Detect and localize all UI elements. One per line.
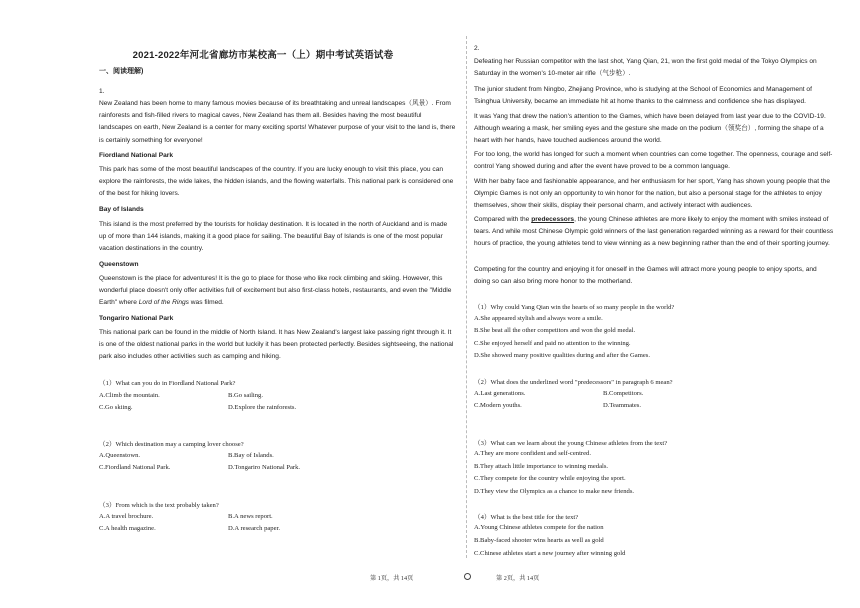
- binding-hole-icon: [464, 573, 471, 580]
- question-2-4: （4）What is the best title for the text?: [474, 514, 579, 521]
- text-queenstown: [99, 273, 456, 310]
- paragraph-1: Defeating her Russian competitor with the last shot, Yang Qian, 21, won the first gold medal of the Tokyo Olympics on Saturday in the women's 10-meter air rifle（气步枪）.: [474, 58, 817, 78]
- option-1-1-c: C.Go skiing.: [99, 404, 133, 411]
- option-2-1-b: B.She beat all the other competitors and won the gold medal.: [474, 327, 636, 334]
- text-tongariro: This national park can be found in the middle of North Island. It has New Zealand's largest lake passing right through it. It is one of the oldest national parks in the world but luckily it has been protected perfectly. Besides sightseeing, the national park also includes other activities such as camping and hiking.: [99, 329, 454, 361]
- underlined-word: predecessors: [531, 216, 575, 223]
- paragraph-4: For too long, the world has longed for such a moment when countries can come together. The openness, courage and self-control Yang showed during and after the event have proved to be a common language.: [474, 151, 833, 171]
- option-2-2-a: A.Last generations.: [474, 390, 526, 397]
- question-1-1: （1）What can you do in Fiordland National Park?: [99, 380, 236, 387]
- option-2-4-b: B.Baby-faced shooter wins hearts as well as gold: [474, 537, 604, 544]
- question-2-2: （2）What does the underlined word "predecessors" in paragraph 6 mean?: [474, 379, 673, 386]
- option-1-3-a: A.A travel brochure.: [99, 513, 154, 520]
- option-2-3-c: C.They compete for the country while enjoying the sport.: [474, 475, 626, 482]
- option-1-2-d: D.Tongariro National Park.: [228, 464, 301, 471]
- heading-queenstown: Queenstown: [99, 261, 139, 268]
- question-1-2: （2）Which destination may a camping lover choose?: [99, 441, 244, 448]
- passage-number: 1.: [99, 88, 105, 95]
- movie-title: Lord of the Rings: [138, 299, 189, 307]
- paragraph-5: With her baby face and fashionable appearance, and her enthusiasm for her sport, Yang has shown young people that the Olympic Games is not only an opportunity to win honor for the nation, but also a personal stage for the athletes to enjoy themselves, show their skills, display their personal charm, and actively interact with audiences.: [474, 178, 831, 210]
- page-footer-right: 第 2页，共 14页: [496, 575, 540, 582]
- heading-tongariro: Tongariro National Park: [99, 315, 174, 322]
- paragraph-2: The junior student from Ningbo, Zhejiang Province, who is studying at the School of Economics and Management of Tsinghua University, became an immediate hit at home thanks to the calmness and confidence she has displayed.: [474, 86, 812, 106]
- section-heading: 一、阅读理解): [99, 68, 144, 75]
- paragraph-3: It was Yang that drew the nation's attention to the Games, which have been delayed from last year due to the COVID-19. Although wearing a mask, her smiling eyes and the gesture she made on the podium（领奖台）, forming the shape of a heart with her hands, have touched audiences around the world.: [474, 113, 826, 145]
- option-2-2-b: B.Competitors.: [603, 390, 644, 397]
- question-2-3: （3）What can we learn about the young Chinese athletes from the text?: [474, 440, 668, 447]
- text-bay-of-islands: This island is the most preferred by the tourists for holiday destination. It is located in the north of Auckland and is made up of more than 144 islands, making it a good place for sailing. The beautiful Bay of Islands is one of the most popular vacation destinations in the country.: [99, 221, 448, 253]
- option-2-2-d: D.Teammates.: [603, 402, 641, 409]
- option-1-2-c: C.Fiordland National Park.: [99, 464, 171, 471]
- column-divider: [466, 36, 467, 558]
- option-2-4-a: A.Young Chinese athletes compete for the nation: [474, 524, 604, 531]
- option-1-1-d: D.Explore the rainforests.: [228, 404, 297, 411]
- paragraph-7: Competing for the country and enjoying it for oneself in the Games will attract more young people to enjoy sports, and doing so can also bring more honor to the motherland.: [474, 266, 817, 286]
- option-2-3-b: B.They attach little importance to winning medals.: [474, 463, 609, 470]
- option-1-2-a: A.Queenstown.: [99, 452, 141, 459]
- paragraph-6: [474, 214, 834, 251]
- option-2-1-a: A.She appeared stylish and always wore a smile.: [474, 315, 603, 322]
- option-2-4-c: C.Chinese athletes start a new journey after winning gold: [474, 550, 626, 557]
- option-2-3-a: A.They are more confident and self-centred.: [474, 450, 591, 457]
- passage-intro: New Zealand has been home to many famous movies because of its breathtaking and unreal landscapes（风景）. From rainforests and fish-filled rivers to magical caves, New Zealand has them all. Besides having the most beautiful landscapes on earth, New Zealand is a center for many exciting sports! Whatever purpose of your visit to the land is, there is certainly something for everyone!: [99, 100, 456, 144]
- question-2-1: （1）Why could Yang Qian win the hearts of so many people in the world?: [474, 304, 675, 311]
- paragraph-6-b: , the young Chinese athletes are more likely to enjoy the moment with smiles instead of tears. And while most Chinese Olympic gold winners of the last generation regarded winning as a reward for their countless hours of practice, the young athletes tend to view winning as a new beginning rather than the end of their sporting journey.: [474, 216, 834, 248]
- queenstown-text-b: was filmed.: [188, 299, 224, 307]
- exam-title: 2021-2022年河北省廊坊市某校高一（上）期中考试英语试卷: [132, 50, 394, 61]
- heading-fiordland: Fiordland National Park: [99, 152, 174, 159]
- paragraph-6-a: Compared with the: [474, 216, 532, 223]
- option-1-3-b: B.A news report.: [228, 513, 273, 520]
- option-2-3-d: D.They view the Olympics as a chance to make new friends.: [474, 488, 635, 495]
- text-fiordland: This park has some of the most beautiful landscapes of the country. If you are lucky enough to visit this place, you can explore the rainforests, the wide lakes, the hidden islands, and the flowing waterfalls. This national park is considered one of the best for hiking lovers.: [99, 166, 454, 198]
- option-1-1-a: A.Climb the mountain.: [99, 392, 160, 399]
- option-1-3-d: D.A research paper.: [228, 525, 280, 532]
- option-1-1-b: B.Go sailing.: [228, 392, 263, 399]
- page-footer-left: 第 1页，共 14页: [370, 575, 414, 582]
- option-1-2-b: B.Bay of Islands.: [228, 452, 274, 459]
- heading-bay-of-islands: Bay of Islands: [99, 206, 144, 213]
- option-2-1-c: C.She enjoyed herself and paid no attention to the winning.: [474, 340, 631, 347]
- option-1-3-c: C.A health magazine.: [99, 525, 156, 532]
- option-2-2-c: C.Modern youths.: [474, 402, 522, 409]
- queenstown-text-a: Queenstown is the place for adventures! It is the go to place for those who like rock climbing and skiing. However, this wonderful place doesn't only offer activities full of excitement but also first-class hotels, restaurants, and even the "Middle Earth" where: [99, 275, 452, 307]
- question-1-3: （3）From which is the text probably taken?: [99, 502, 219, 509]
- option-2-1-d: D.She showed many positive qualities during and after the Games.: [474, 352, 650, 359]
- passage-number-2: 2.: [474, 45, 480, 52]
